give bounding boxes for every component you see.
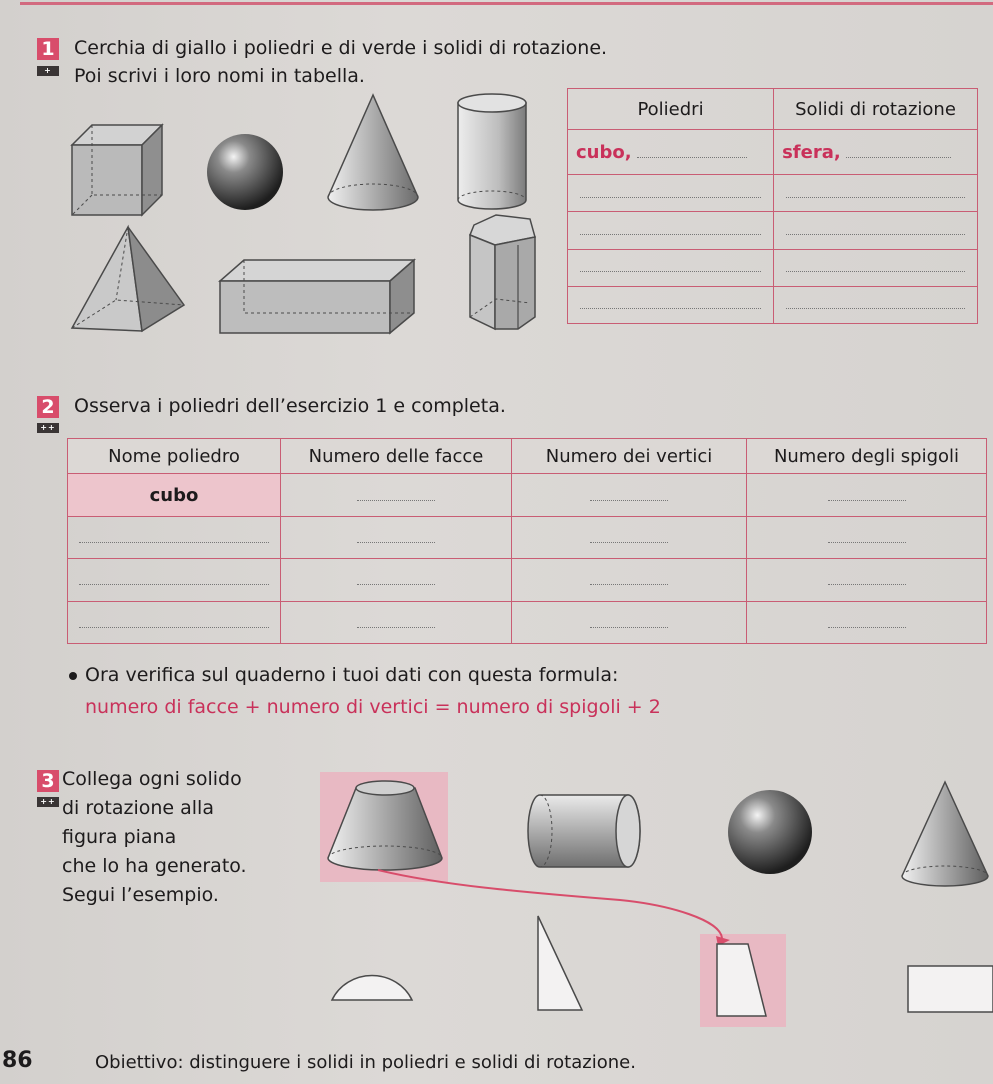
- table-header-rotation-solids: Solidi di rotazione: [774, 89, 978, 130]
- answer-cell[interactable]: [281, 516, 512, 558]
- answer-cell[interactable]: [512, 516, 747, 558]
- answer-cell[interactable]: [774, 249, 978, 286]
- cone-solid-2: [902, 782, 988, 886]
- truncated-cone-solid: [328, 781, 442, 870]
- answer-cell[interactable]: [568, 175, 774, 212]
- answer-cell[interactable]: [512, 601, 747, 643]
- page-number: 86: [2, 1048, 33, 1073]
- semicircle-figure[interactable]: [332, 975, 412, 1000]
- answer-cell[interactable]: [281, 474, 512, 516]
- exercise-3-shapes: [320, 770, 993, 1030]
- answer-cell[interactable]: [512, 474, 747, 516]
- header-polyhedron-name: Nome poliedro: [68, 439, 281, 474]
- cone-solid: [328, 95, 418, 210]
- exercise-3-instruction-2: di rotazione alla: [62, 797, 214, 819]
- example-link-arrow: [378, 870, 722, 938]
- exercise-1-instruction-2: Poi scrivi i loro nomi in tabella.: [74, 65, 365, 87]
- polyhedra-rotation-solids-table: [567, 88, 978, 324]
- answer-cell[interactable]: [512, 559, 747, 601]
- answer-cell[interactable]: [68, 601, 281, 643]
- answer-cell[interactable]: [68, 559, 281, 601]
- cylinder-solid: [458, 94, 526, 209]
- exercise-2-instruction: Osserva i poliedri dell’esercizio 1 e completa.: [74, 395, 506, 417]
- cube-solid: [72, 125, 162, 215]
- answer-cell[interactable]: [747, 559, 987, 601]
- rotation-first-cell[interactable]: [774, 130, 978, 175]
- exercise-3-instruction-4: che lo ha generato.: [62, 855, 247, 877]
- exercise-3-level-badge: ++: [37, 797, 59, 807]
- answer-cell[interactable]: [568, 212, 774, 249]
- rotation-first-entry: sfera,: [782, 141, 841, 163]
- polyhedra-properties-table: [67, 438, 987, 644]
- right-trapezoid-figure[interactable]: [717, 944, 766, 1016]
- right-triangle-figure[interactable]: [538, 916, 582, 1010]
- exercise-1-instruction-1: Cerchia di giallo i poliedri e di verde i solidi di rotazione.: [74, 37, 608, 59]
- answer-line: [846, 143, 951, 158]
- answer-cell[interactable]: [747, 516, 987, 558]
- header-faces: Numero delle facce: [281, 439, 512, 474]
- answer-cell[interactable]: [774, 212, 978, 249]
- exercise-1-solids: [60, 85, 560, 340]
- header-edges: Numero degli spigoli: [747, 439, 987, 474]
- bullet-icon: [69, 672, 77, 680]
- answer-cell[interactable]: [568, 249, 774, 286]
- exercise-3-instruction-3: figura piana: [62, 826, 177, 848]
- answer-cell[interactable]: [281, 559, 512, 601]
- polyhedra-first-entry: cubo,: [576, 141, 632, 163]
- answer-cell[interactable]: [568, 286, 774, 323]
- answer-cell[interactable]: [68, 516, 281, 558]
- horizontal-cylinder-solid: [528, 795, 640, 867]
- verify-text: Ora verifica sul quaderno i tuoi dati con questa formula:: [85, 664, 619, 686]
- row-name-cubo: cubo: [68, 474, 281, 516]
- exercise-2-number: 2: [37, 396, 59, 418]
- rectangle-figure[interactable]: [908, 966, 993, 1012]
- answer-cell[interactable]: [774, 286, 978, 323]
- exercise-1-level-badge: +: [37, 66, 59, 76]
- pentagonal-prism-solid: [470, 215, 535, 329]
- header-vertices: Numero dei vertici: [512, 439, 747, 474]
- sphere-solid: [207, 134, 283, 210]
- exercise-3-instruction-1: Collega ogni solido: [62, 768, 242, 790]
- exercise-3-instruction-5: Segui l’esempio.: [62, 884, 219, 906]
- learning-objective: Obiettivo: distinguere i solidi in poliedri e solidi di rotazione.: [95, 1052, 636, 1073]
- rectangular-prism-solid: [220, 260, 414, 333]
- exercise-1-number: 1: [37, 38, 59, 60]
- answer-cell[interactable]: [774, 175, 978, 212]
- sphere-solid-2: [728, 790, 812, 874]
- answer-cell[interactable]: [281, 601, 512, 643]
- top-border-line: [20, 2, 993, 5]
- exercise-3-number: 3: [37, 770, 59, 792]
- exercise-2-level-badge: ++: [37, 423, 59, 433]
- answer-cell[interactable]: [747, 601, 987, 643]
- euler-formula: numero di facce + numero di vertici = numero di spigoli + 2: [85, 696, 661, 718]
- table-header-polyhedra: Poliedri: [568, 89, 774, 130]
- answer-line: [637, 143, 747, 158]
- polyhedra-first-cell[interactable]: [568, 130, 774, 175]
- answer-cell[interactable]: [747, 474, 987, 516]
- pyramid-solid: [72, 227, 184, 331]
